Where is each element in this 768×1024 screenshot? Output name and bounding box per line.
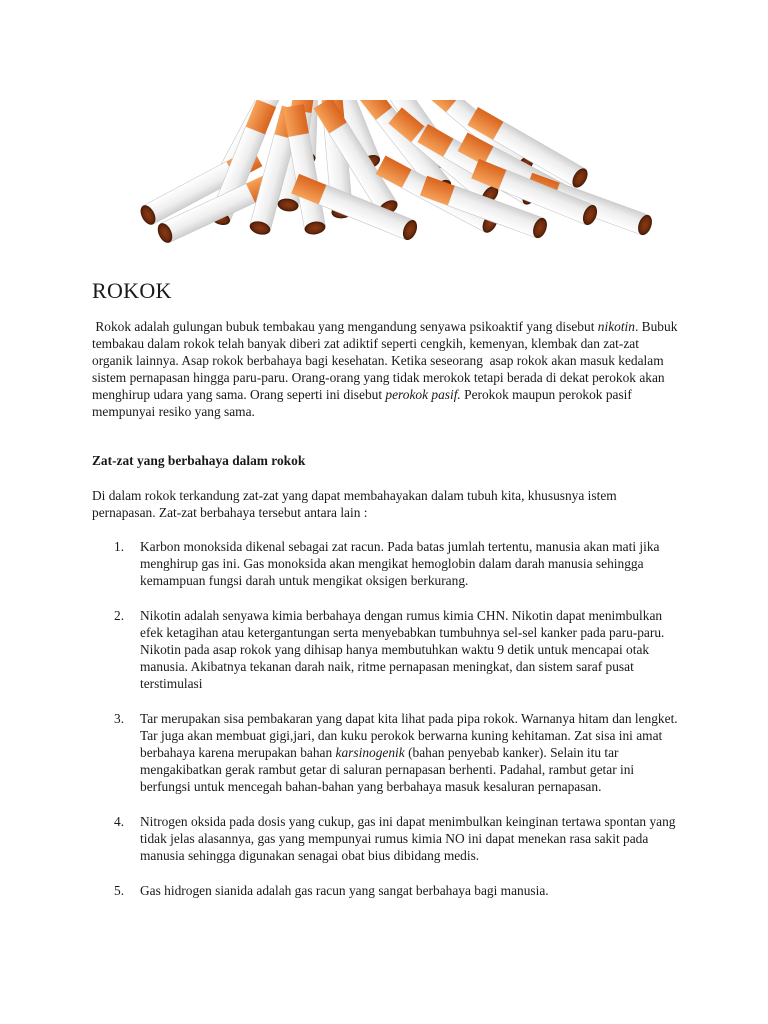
list-item-text: Karbon monoksida dikenal sebagai zat racun. Pada batas jumlah tertentu, manusia akan mati jika menghirup gas ini. Gas monoksida akan mengikat hemoglobin dalam darah manusia sehingga kemampuan fungsi darah untuk mengikat oksigen berkurang.: [140, 539, 660, 588]
list-item-number: 2.: [114, 608, 125, 623]
hazard-list: [92, 538, 682, 899]
list-item-text: Nikotin adalah senyawa kimia berbahaya dengan rumus kimia CHN. Nikotin dapat menimbulkan efek ketagihan atau ketergantungan serta menyebabkan tumbuhnya sel-sel kanker pada paru-paru. Nikotin pada asap rokok yang dihisap hanya membutuhkan waktu 9 detik untuk mencapai otak manusia. Akibatnya tekanan darah naik, ritme pernapasan meningkat, dan sistem saraf pusat terstimulasi: [140, 608, 665, 691]
section-heading: Zat-zat yang berbahaya dalam rokok: [92, 453, 306, 468]
list-item-number: 5.: [114, 883, 125, 898]
list-item-italic-karsinogenik: karsinogenik: [335, 745, 405, 760]
list-item-number: 3.: [114, 711, 125, 726]
list-item: [92, 813, 682, 864]
intro-italic-perokok-pasif: perokok pasif.: [385, 387, 461, 402]
list-item: [92, 882, 682, 899]
intro-text-1: Rokok adalah gulungan bubuk tembakau yang mengandung senyawa psikoaktif yang disebut: [92, 319, 598, 334]
list-item-number: 1.: [114, 539, 125, 554]
list-item-text: Gas hidrogen sianida adalah gas racun yang sangat berbahaya bagi manusia.: [140, 883, 549, 898]
intro-italic-nikotin: nikotin: [597, 319, 635, 334]
list-item-text: Nitrogen oksida pada dosis yang cukup, gas ini dapat menimbulkan keinginan tertawa spontan yang tidak jelas alasannya, gas yang mempunyai rumus kimia NO ini dapat menekan rasa sakit pada manusia sehingga digunakan senagai obat bius dibidang medis.: [140, 814, 676, 863]
intro-text-2: . Bubuk tembakau dalam rokok telah banyak diberi zat adiktif seperti cengkih, kemenyan, klembak dan zat-zat organik lainnya. Asap rokok berbahaya bagi kesehatan. Ketika seseorang asap rokok akan masuk kedalam sistem pernapasan hingga paru-paru. Orang-orang yang tidak merokok tetapi berada di dekat perokok akan menghirup udara yang sama. Orang seperti ini disebut: [92, 319, 681, 402]
intro-paragraph: [92, 318, 682, 420]
list-item: [92, 710, 682, 795]
list-item: [92, 607, 682, 692]
list-item-text: [140, 710, 682, 795]
cigarettes-image: [120, 100, 665, 250]
section-intro: Di dalam rokok terkandung zat-zat yang dapat membahayakan dalam tubuh kita, khususnya istem pernapasan. Zat-zat berbahaya tersebut antara lain :: [92, 488, 617, 520]
list-item-number: 4.: [114, 814, 125, 829]
page-title: ROKOK: [92, 278, 172, 303]
list-item-text-part: (bahan penyebab kanker). Selain itu tar mengakibatkan gerak rambut getar di saluran pernapasan berhenti. Padahal, rambut getar ini berfungsi untuk mencegah bahan-bahan yang berbahaya masuk kesaluran pernapasan.: [140, 745, 635, 794]
intro-text-3: Perokok maupun perokok pasif mempunyai resiko yang sama.: [92, 387, 636, 419]
list-item: [92, 538, 682, 589]
list-item-text-part: Tar merupakan sisa pembakaran yang dapat kita lihat pada pipa rokok. Warnanya hitam dan lengket. Tar juga akan membuat gigi,jari, dan kuku perokok berwarna kuning kehitaman. Zat sisa ini amat berbahaya karena merupakan bahan: [140, 711, 678, 760]
